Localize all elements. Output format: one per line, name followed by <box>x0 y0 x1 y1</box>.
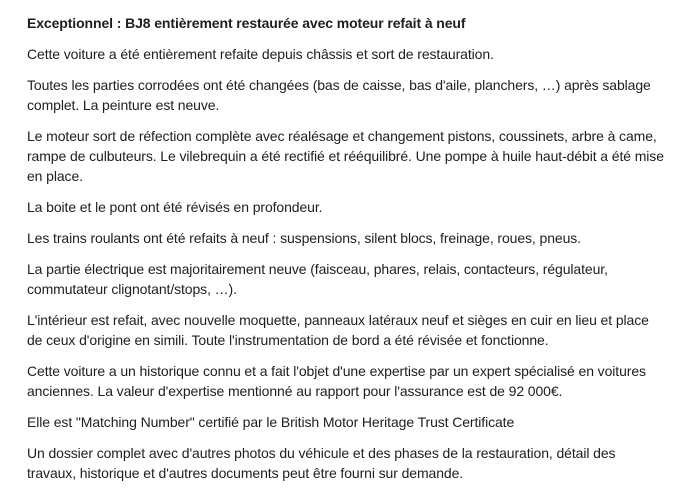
paragraph-bodywork: Toutes les parties corrodées ont été changées (bas de caisse, bas d'aile, planchers, …) après sablage complet. La peinture est neuve. <box>27 77 651 113</box>
paragraph-history: Cette voiture a un historique connu et a fait l'objet d'une expertise par un expert spécialisé en voitures anciennes. La valeur d'expertise mentionné au rapport pour l'assurance est de 92 000€. <box>27 363 646 399</box>
paragraph-interior: L'intérieur est refait, avec nouvelle moquette, panneaux latéraux neuf et sièges en cuir en lieu et place de ceux d'origine en simili. Toute l'instrumentation de bord a été révisée et fonctionne. <box>27 312 649 348</box>
document-title: Exceptionnel : BJ8 entièrement restaurée avec moteur refait à neuf <box>27 15 466 31</box>
paragraph-running-gear: Les trains roulants ont été refaits à neuf : suspensions, silent blocs, freinage, roues, pneus. <box>27 230 581 246</box>
paragraph-electrics: La partie électrique est majoritairement neuve (faisceau, phares, relais, contacteurs, régulateur, commutateur clignotant/stops, …). <box>27 261 608 297</box>
paragraph-matching-number: Elle est "Matching Number" certifié par le British Motor Heritage Trust Certificate <box>27 414 515 430</box>
paragraph-dossier: Un dossier complet avec d'autres photos du véhicule et des phases de la restauration, détail des travaux, historique et d'autres documents peut être fourni sur demande. <box>27 445 616 481</box>
paragraph-gearbox: La boite et le pont ont été révisés en profondeur. <box>27 199 323 215</box>
paragraph-engine: Le moteur sort de réfection complète avec réalésage et changement pistons, coussinets, arbre à came, rampe de culbuteurs. Le vilebrequin a été rectifié et rééquilibré. Une pompe à huile haut-débit a été mise en place. <box>27 128 664 184</box>
paragraph-restoration: Cette voiture a été entièrement refaite depuis châssis et sort de restauration. <box>27 46 494 62</box>
